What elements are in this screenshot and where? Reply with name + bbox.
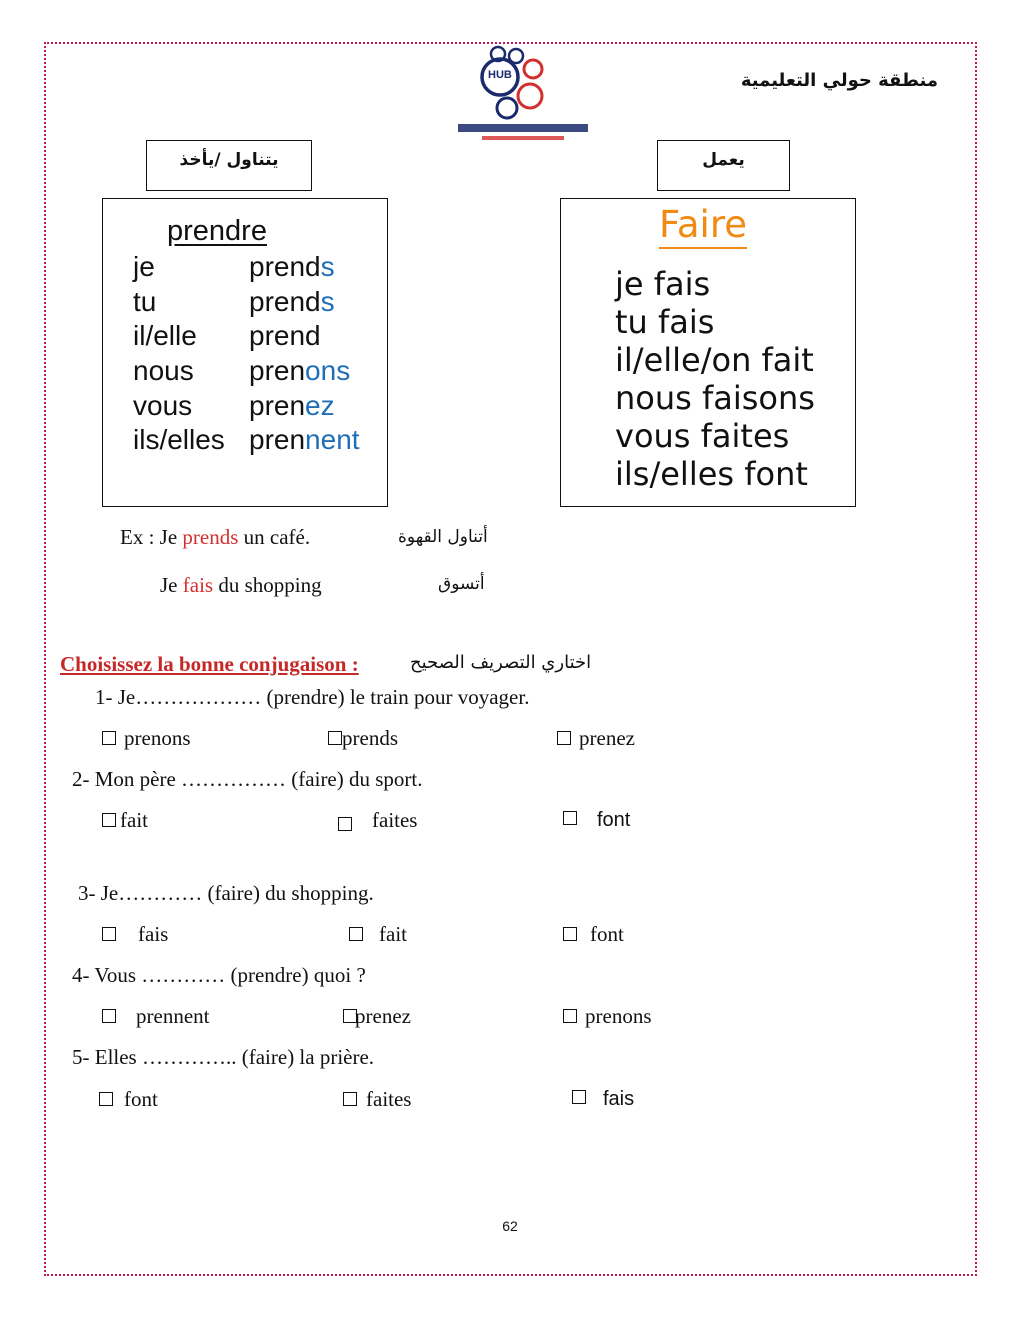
example-text: un café. xyxy=(238,525,311,549)
example-sentence xyxy=(120,525,310,550)
checkbox[interactable] xyxy=(563,927,577,941)
verb-form xyxy=(249,286,335,318)
verb-ending: s xyxy=(320,251,335,282)
verb-stem: pren xyxy=(249,390,306,421)
question-text: 2- Mon père …………… (faire) du sport. xyxy=(72,767,423,791)
verb-stem: pren xyxy=(249,424,306,455)
option-label: faites xyxy=(366,1087,412,1111)
faire-conjugation-box xyxy=(560,198,856,507)
checkbox[interactable] xyxy=(102,927,116,941)
prendre-row xyxy=(133,390,393,424)
pronoun: nous xyxy=(133,355,194,386)
verb-form xyxy=(249,390,335,422)
faire-row: tu fais xyxy=(615,303,715,341)
pronoun: vous xyxy=(133,390,193,421)
exercise-heading: Choisissez la bonne conjugaison : xyxy=(60,652,359,676)
option-label: font xyxy=(597,809,631,831)
option-label: prenons xyxy=(124,726,191,750)
checkbox[interactable] xyxy=(102,731,116,745)
verb-ending: ez xyxy=(305,390,335,421)
option-label: prends xyxy=(342,726,398,750)
region-name: منطقة حولي التعليمية xyxy=(740,70,938,91)
faire-row: il/elle/on fait xyxy=(615,341,814,379)
option-label: prennent xyxy=(136,1004,210,1028)
exercise-heading-arabic: اختاري التصريف الصحيح xyxy=(410,652,592,673)
prendre-arabic-label: يتناول /يأخذ xyxy=(146,140,312,191)
checkbox[interactable] xyxy=(563,1009,577,1023)
checkbox[interactable] xyxy=(563,811,577,825)
hub-logo-graphic xyxy=(452,44,594,150)
question-text: 3- Je………… (faire) du shopping. xyxy=(78,881,374,905)
option-label: fait xyxy=(379,922,407,946)
verb-ending: nent xyxy=(305,424,360,455)
checkbox[interactable] xyxy=(338,817,352,831)
prendre-row xyxy=(133,320,393,354)
example-verb: prends xyxy=(182,525,239,549)
checkbox[interactable] xyxy=(102,1009,116,1023)
pronoun: je xyxy=(133,251,155,282)
verb-form xyxy=(249,251,335,283)
prendre-conjugation-box xyxy=(102,198,388,507)
verb-form xyxy=(249,355,350,387)
option-label: fais xyxy=(603,1088,635,1110)
checkbox[interactable] xyxy=(343,1092,357,1106)
page-number: 62 xyxy=(502,1218,518,1234)
faire-arabic-label: يعمل xyxy=(657,140,790,191)
prendre-row xyxy=(133,251,393,285)
verb-stem: pren xyxy=(249,355,306,386)
verb-stem: prend xyxy=(249,286,321,317)
option-label: fait xyxy=(120,808,148,832)
pronoun: il/elle xyxy=(133,320,197,351)
example-text: Ex : Je xyxy=(120,525,183,549)
verb-ending: ons xyxy=(305,355,351,386)
faire-title: Faire xyxy=(659,203,747,249)
option-label: font xyxy=(590,922,624,946)
pronoun: ils/elles xyxy=(133,424,225,455)
checkbox[interactable] xyxy=(349,927,363,941)
checkbox[interactable] xyxy=(328,731,342,745)
checkbox[interactable] xyxy=(99,1092,113,1106)
option-label: prenez xyxy=(355,1004,411,1028)
example-text: du shopping xyxy=(213,573,322,597)
checkbox[interactable] xyxy=(557,731,571,745)
example-arabic: أتسوق xyxy=(438,574,485,594)
option-label: faites xyxy=(372,808,418,832)
verb-stem: prend xyxy=(249,320,321,351)
prendre-row xyxy=(133,286,393,320)
example-verb: fais xyxy=(182,573,214,597)
question-text: 5- Elles ………….. (faire) la prière. xyxy=(72,1045,375,1069)
faire-row: je fais xyxy=(615,265,711,303)
option-label: font xyxy=(124,1087,158,1111)
verb-form xyxy=(249,424,360,456)
verb-stem: prend xyxy=(249,251,321,282)
question-text: 4- Vous ………… (prendre) quoi ? xyxy=(72,963,366,987)
example-arabic: أتناول القهوة xyxy=(398,527,488,547)
prendre-title: prendre xyxy=(167,215,267,247)
prendre-row xyxy=(133,424,393,458)
option-label: fais xyxy=(138,922,169,946)
checkbox[interactable] xyxy=(102,813,116,827)
faire-row: ils/elles font xyxy=(615,455,808,493)
faire-row: vous faites xyxy=(615,417,790,455)
hub-logo xyxy=(452,44,594,150)
faire-row: nous faisons xyxy=(615,379,815,417)
pronoun: tu xyxy=(133,286,157,317)
prendre-row xyxy=(133,355,393,389)
option-label: prenez xyxy=(579,726,635,750)
logo-text: HUB xyxy=(488,69,512,81)
option-label: prenons xyxy=(585,1004,652,1028)
verb-form xyxy=(249,320,321,352)
verb-ending: s xyxy=(320,286,335,317)
example-sentence xyxy=(160,573,322,598)
question-text: 1- Je……………… (prendre) le train pour voyager. xyxy=(95,685,530,709)
checkbox[interactable] xyxy=(572,1090,586,1104)
example-text: Je xyxy=(160,573,183,597)
